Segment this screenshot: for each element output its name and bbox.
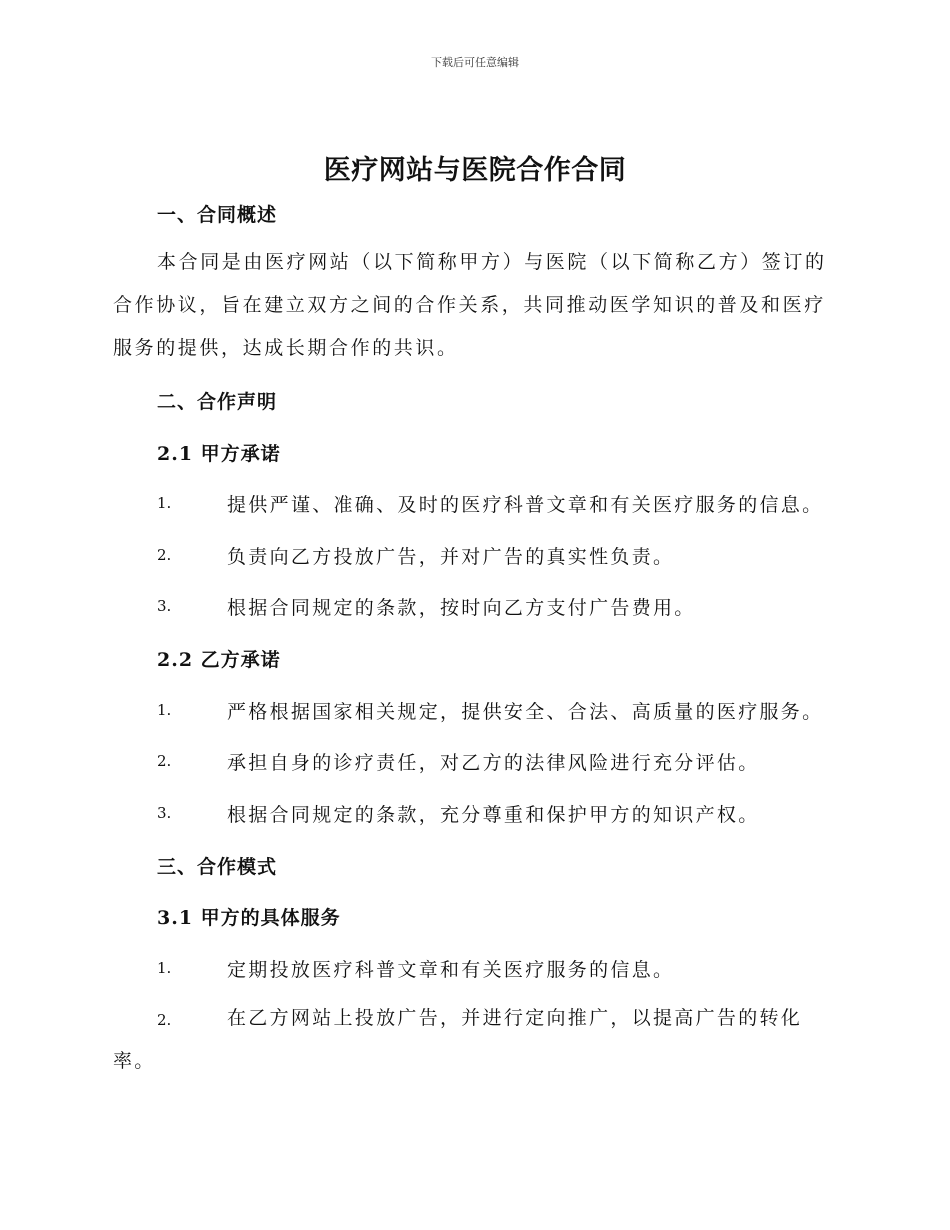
subsection-heading: 2.1 甲方承诺 (157, 443, 281, 465)
list-item-number: 1. (157, 959, 172, 977)
subsection-heading: 2.2 乙方承诺 (157, 649, 281, 671)
list-item-text: 提供严谨、准确、及时的医疗科普文章和有关医疗服务的信息。 (227, 494, 824, 516)
list-item-number: 3. (157, 804, 172, 822)
page-header-note: 下载后可任意编辑 (431, 56, 519, 69)
overview-paragraph: 本合同是由医疗网站（以下简称甲方）与医院（以下简称乙方）签订的合作协议，旨在建立双方之间的合作关系，共同推动医学知识的普及和医疗服务的提供，达成长期合作的共识。 (113, 251, 827, 359)
section-heading: 一、合同概述 (157, 204, 278, 226)
section-heading: 三、合作模式 (157, 856, 278, 878)
list-item-text-continuation: 率。 (113, 1050, 156, 1072)
list-item-number: 2. (157, 752, 172, 770)
list-item-number: 1. (157, 494, 172, 512)
list-item-number: 1. (157, 701, 172, 719)
list-item-number: 3. (157, 597, 172, 615)
document-title: 医疗网站与医院合作合同 (323, 155, 627, 186)
list-item-text: 定期投放医疗科普文章和有关医疗服务的信息。 (227, 959, 675, 981)
list-item-text: 根据合同规定的条款，充分尊重和保护甲方的知识产权。 (227, 804, 760, 826)
list-item-number: 2. (157, 546, 172, 564)
list-item-text: 负责向乙方投放广告，并对广告的真实性负责。 (227, 546, 675, 568)
list-item-text: 在乙方网站上投放广告，并进行定向推广，以提高广告的转化 (227, 1007, 803, 1029)
list-item-text: 根据合同规定的条款，按时向乙方支付广告费用。 (227, 597, 696, 619)
list-item-text: 承担自身的诊疗责任，对乙方的法律风险进行充分评估。 (227, 752, 760, 774)
subsection-heading: 3.1 甲方的具体服务 (157, 907, 341, 929)
section-heading: 二、合作声明 (157, 391, 278, 413)
list-item-number: 2. (157, 1011, 172, 1029)
list-item-text: 严格根据国家相关规定，提供安全、合法、高质量的医疗服务。 (227, 701, 824, 723)
